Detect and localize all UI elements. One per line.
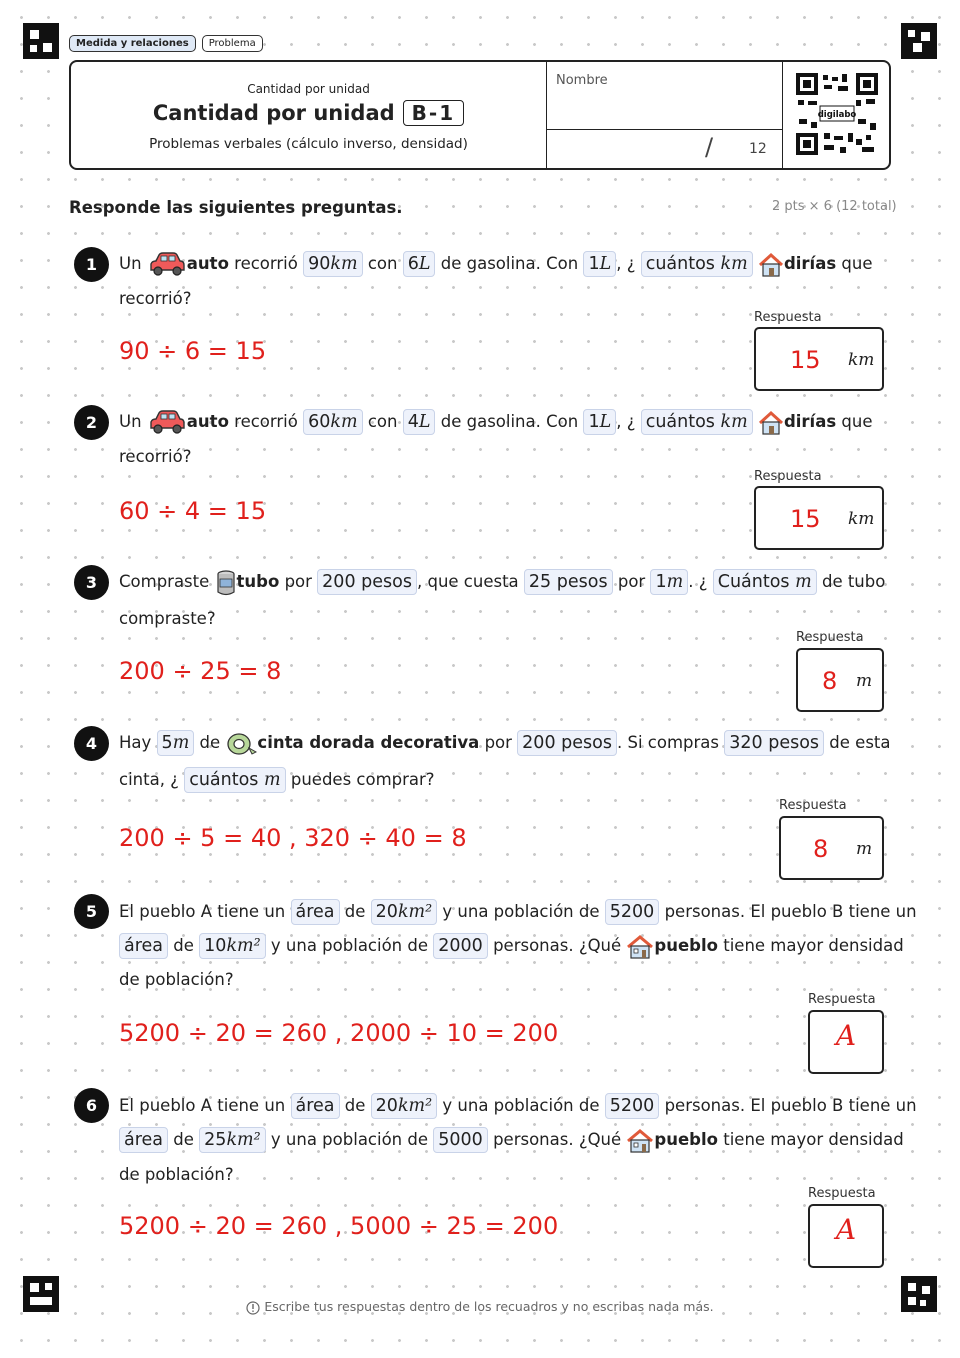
distance-value: 90 [308, 254, 331, 274]
area-value: 20 [375, 902, 398, 922]
price-value: 25 [528, 572, 552, 592]
score-total: 12 [749, 141, 767, 157]
value-box [724, 730, 824, 756]
answer-value: 8 [822, 667, 838, 695]
liters-value: 6 [407, 254, 419, 274]
text: de esta [829, 733, 891, 752]
name-label: Nombre [556, 73, 608, 88]
value-box: área [291, 899, 340, 925]
calculation: 90 ÷ 6 = 15 [119, 337, 267, 365]
text: Cuántos [717, 572, 790, 592]
value-box [403, 409, 436, 435]
text: , ¿ [616, 254, 636, 273]
text: . Si compras [616, 733, 719, 752]
distance-value: 60 [308, 412, 331, 432]
question-3-line-1 [119, 568, 885, 597]
text: con [367, 254, 398, 273]
qr-cell [782, 62, 890, 168]
text: de [173, 1130, 194, 1149]
value-box [583, 251, 616, 277]
text: Un [119, 254, 142, 273]
score-slash: / [705, 133, 714, 161]
text: cinta, ¿ [119, 770, 179, 789]
answer-label: Respuesta [754, 310, 822, 325]
value-box: área [119, 1127, 168, 1153]
footer-note [0, 1299, 960, 1315]
text: Compraste [119, 572, 210, 591]
question-6-line-3: de población? [119, 1165, 234, 1184]
text: personas. El pueblo B tiene un [664, 1096, 917, 1115]
text: por [484, 733, 512, 752]
value-box [641, 409, 753, 435]
question-number: 3 [74, 565, 109, 600]
answer-unit: m [856, 671, 873, 691]
text: Un [119, 412, 142, 431]
text: Hay [119, 733, 152, 752]
title-block [71, 62, 546, 168]
question-6-line-2 [119, 1126, 904, 1154]
question-1-line-1 [119, 250, 873, 279]
question-number: 1 [74, 247, 109, 282]
text: dirías [783, 412, 837, 431]
area-value: 20 [375, 1096, 398, 1116]
answer-box[interactable] [808, 1010, 884, 1074]
unit: km [720, 412, 748, 432]
text: personas. El pueblo B tiene un [664, 902, 917, 921]
calculation: 200 ÷ 5 = 40 , 320 ÷ 40 = 8 [119, 824, 467, 852]
answer-value: A [835, 1213, 857, 1246]
answer-box[interactable] [754, 486, 884, 550]
text: dirías [783, 254, 837, 273]
item-name: pueblo [654, 936, 718, 955]
value-box [199, 933, 266, 959]
tag-list [69, 35, 263, 52]
text: de [173, 936, 194, 955]
unit: km [330, 254, 358, 274]
answer-label: Respuesta [808, 1186, 876, 1201]
footer-text: Escribe tus respuestas dentro de los recuadros y no escribas nada más. [264, 1299, 714, 1314]
item-name: pueblo [654, 1130, 718, 1149]
value-box: área [291, 1093, 340, 1119]
text: recorrió [234, 412, 298, 431]
text: cuántos [189, 770, 259, 790]
qr-label: digilabo [817, 110, 857, 120]
question-5-line-1 [119, 898, 917, 926]
area-value: 25 [204, 1130, 227, 1150]
answer-value: 15 [790, 505, 821, 533]
question-2-line-1 [119, 408, 873, 437]
score-field [546, 130, 783, 168]
text: y una población de [270, 936, 429, 955]
text: de tubo [821, 572, 886, 591]
name-field[interactable] [546, 62, 783, 130]
text: cuántos [645, 412, 715, 432]
type-tag: Problema [202, 35, 263, 52]
corner-marker-top-left [23, 23, 59, 59]
question-3-line-2: compraste? [119, 609, 216, 628]
question-number: 4 [74, 726, 109, 761]
text: con [367, 412, 398, 431]
calculation: 200 ÷ 25 = 8 [119, 657, 282, 685]
tape-roll-icon [225, 731, 257, 757]
value-box: área [119, 933, 168, 959]
price-value: 200 [522, 733, 556, 753]
value-box [517, 730, 617, 756]
liters-value: 4 [407, 412, 419, 432]
text: personas. ¿Qué [493, 936, 622, 955]
item-name: tubo [236, 572, 280, 591]
house-icon [758, 410, 784, 436]
text: por [617, 572, 646, 591]
text: y una población de [442, 902, 600, 921]
text: de [344, 902, 366, 921]
question-5-line-3: de población? [119, 970, 234, 989]
value-box [713, 569, 817, 595]
value: 1 [588, 412, 600, 432]
car-icon [147, 409, 187, 437]
unit: m [172, 733, 190, 753]
unit: km² [226, 936, 261, 956]
value-box [184, 767, 285, 793]
exclamation-circle-icon [246, 1301, 260, 1315]
answer-label: Respuesta [754, 469, 822, 484]
worksheet-header [69, 60, 891, 170]
text: de gasolina. Con [440, 412, 579, 431]
answer-box[interactable] [754, 327, 884, 391]
value-box: 5200 [605, 899, 660, 925]
question-4-line-2 [119, 766, 435, 794]
car-icon [147, 251, 187, 279]
points-info: 2 pts × 6 (12 total) [772, 199, 897, 214]
unit: pesos [561, 733, 612, 753]
value-box: 5200 [605, 1093, 660, 1119]
question-number: 5 [74, 894, 109, 929]
unit: m [666, 572, 684, 592]
value-box [371, 1093, 438, 1119]
unit: pesos [768, 733, 820, 753]
category-tag: Medida y relaciones [69, 35, 196, 52]
text: por [284, 572, 312, 591]
unit: km [330, 412, 358, 432]
value-box [650, 569, 688, 595]
value-box [524, 569, 613, 595]
answer-value: 8 [813, 835, 829, 863]
unit: m [264, 770, 281, 790]
answer-unit: km [848, 350, 875, 370]
answer-label: Respuesta [796, 630, 864, 645]
calculation: 5200 ÷ 20 = 260 , 2000 ÷ 10 = 200 [119, 1019, 559, 1047]
value-box: 2000 [433, 933, 488, 959]
question-number: 6 [74, 1088, 109, 1123]
text: de [199, 733, 221, 752]
header-description: Problemas verbales (cálculo inverso, densidad) [149, 136, 468, 152]
answer-value: A [835, 1019, 857, 1052]
answer-label: Respuesta [808, 992, 876, 1007]
value-box [317, 569, 417, 595]
town-icon [626, 934, 654, 960]
value: 1 [655, 572, 667, 592]
qr-code-icon [796, 73, 878, 155]
answer-box[interactable] [779, 816, 884, 880]
unit: m [795, 572, 812, 592]
worksheet-code: B-1 [403, 100, 464, 126]
value-box [583, 409, 616, 435]
corner-marker-top-right [901, 23, 937, 59]
value: 1 [588, 254, 600, 274]
text: tiene mayor densidad [723, 936, 904, 955]
question-1-line-2: recorrió? [119, 289, 192, 308]
value-box [303, 251, 362, 277]
text: recorrió [234, 254, 298, 273]
text: . ¿ [688, 572, 708, 591]
length-value: 5 [161, 733, 173, 753]
unit: L [599, 254, 612, 274]
house-icon [758, 252, 784, 278]
text: y una población de [442, 1096, 600, 1115]
town-icon [626, 1128, 654, 1154]
unit: pesos [361, 572, 412, 592]
unit: L [418, 412, 431, 432]
value-box [403, 251, 436, 277]
unit: km [720, 254, 748, 274]
question-2-line-2: recorrió? [119, 447, 192, 466]
text: , que cuesta [416, 572, 519, 591]
item-name: auto [186, 254, 229, 273]
unit: pesos [556, 572, 608, 592]
item-name: auto [186, 412, 229, 431]
answer-box[interactable] [796, 648, 884, 712]
calculation: 5200 ÷ 20 = 260 , 5000 ÷ 25 = 200 [119, 1212, 559, 1240]
answer-unit: km [848, 509, 875, 529]
price-value: 320 [729, 733, 763, 753]
answer-value: 15 [790, 346, 821, 374]
page-title [71, 100, 546, 126]
text: que [841, 412, 873, 431]
answer-label: Respuesta [779, 798, 847, 813]
question-number: 2 [74, 405, 109, 440]
value-box [303, 409, 362, 435]
area-value: 10 [204, 936, 227, 956]
text: cuántos [645, 254, 715, 274]
text: personas. ¿Qué [493, 1130, 622, 1149]
value-box [371, 899, 438, 925]
text: que [841, 254, 873, 273]
text: de [344, 1096, 366, 1115]
value-box: 5000 [433, 1127, 488, 1153]
answer-box[interactable] [808, 1204, 884, 1268]
text: y una población de [270, 1130, 429, 1149]
value-box [157, 730, 195, 756]
price-value: 200 [322, 572, 356, 592]
title-text: Cantidad por unidad [152, 101, 395, 125]
text: , ¿ [616, 412, 636, 431]
text: El pueblo A tiene un [119, 1096, 286, 1115]
calculation: 60 ÷ 4 = 15 [119, 497, 267, 525]
question-5-line-2 [119, 932, 904, 960]
value-box [641, 251, 753, 277]
text: El pueblo A tiene un [119, 902, 286, 921]
unit: km² [397, 902, 433, 922]
unit: L [599, 412, 612, 432]
tube-icon [215, 569, 237, 597]
question-6-line-1 [119, 1092, 917, 1120]
unit: km² [226, 1130, 261, 1150]
header-subtitle: Cantidad por unidad [247, 82, 370, 96]
unit: km² [397, 1096, 433, 1116]
answer-unit: m [856, 839, 873, 859]
question-4-line-1 [119, 729, 891, 757]
instructions: Responde las siguientes preguntas. [69, 198, 403, 217]
value-box [199, 1127, 266, 1153]
text: puedes comprar? [290, 770, 435, 789]
item-name: cinta dorada decorativa [257, 733, 480, 752]
text: de gasolina. Con [440, 254, 579, 273]
unit: L [418, 254, 431, 274]
text: tiene mayor densidad [723, 1130, 904, 1149]
